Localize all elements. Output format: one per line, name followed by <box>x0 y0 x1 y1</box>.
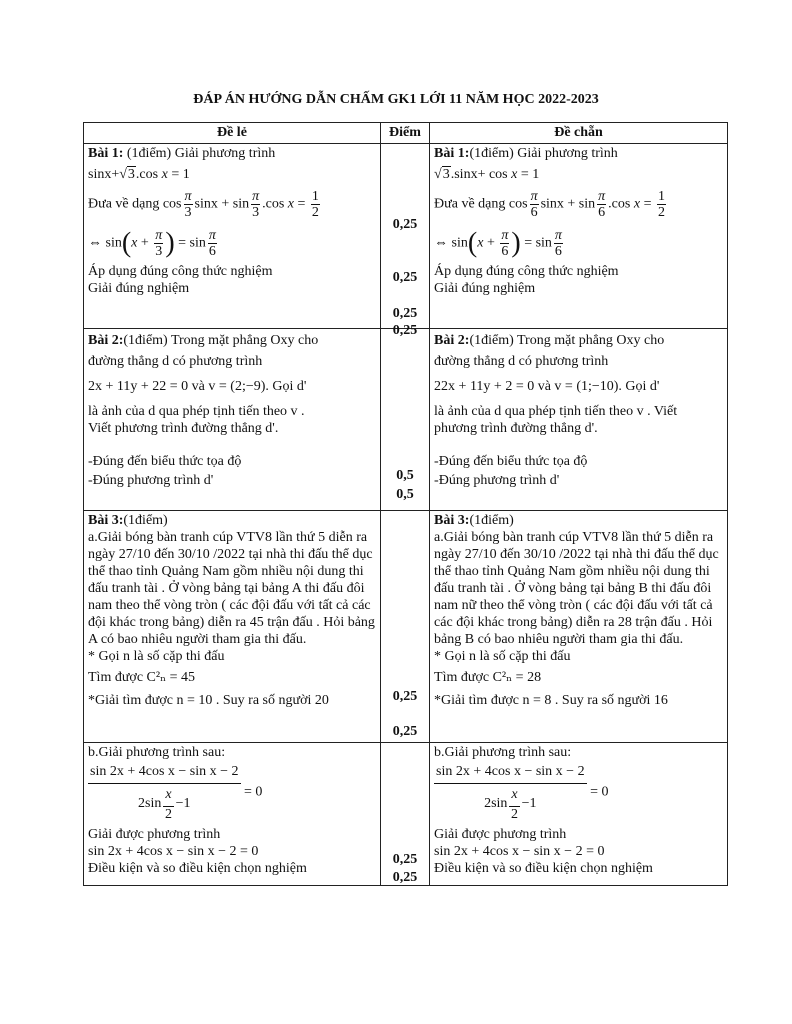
bai1-odd-step1: Đưa về dạng cos $\frac{\pi}{3}$ sinx + sin $\frac{\pi}{3}$ .cos x = $\frac{1}{2}$ <box>88 189 319 220</box>
row-bai1 <box>84 144 728 329</box>
bai3a-point-1: 0,25 <box>392 689 418 704</box>
bai3-odd-heading-rest: (1điểm) <box>123 513 168 528</box>
bai2-odd-line3: 2x + 11y + 22 = 0 và v = (2;−9). Gọi d' <box>88 379 307 394</box>
bai1-odd-heading: Bài 1: <box>88 146 124 161</box>
bai3b-odd-step1-eq: sin 2x + 4cos x − sin x − 2 = 0 <box>88 844 259 859</box>
bai2-point-1: 0,5 <box>396 468 414 483</box>
bai3b-even-frac-num: sin 2x + 4cos x − sin x − 2 <box>434 763 587 784</box>
bai2-even <box>430 329 728 511</box>
bai3-odd-para: a.Giải bóng bàn tranh cúp VTV8 lần thứ 5 diễn ra ngày 27/10 đến 30/10 /2022 tại nhà thi đấu thể dục thể thao tỉnh Quảng Nam gồm nhiều nội dung thi đấu tranh tài . Ở vòng bảng tại bảng A thi đấu đôi nam theo thể vòng tròn ( các đội đấu với tất cả các đội khác trong bảng) diễn ra 45 trận đấu . Hỏi bảng A có bao nhiêu người tham gia thi đấu. <box>88 530 375 647</box>
bai3-odd-heading: Bài 3: <box>88 513 124 528</box>
bai2-odd-step2: -Đúng phương trình d' <box>88 473 214 488</box>
bai3b-even-fraction <box>434 763 723 822</box>
row-bai3b <box>84 743 728 886</box>
bai2-even-line5: phương trình đường thẳng d'. <box>434 421 598 436</box>
bai1-point-4: 0,25 <box>392 323 418 338</box>
bai1-even-heading: Bài 1: <box>434 146 470 161</box>
bai3b-odd-heading: b.Giải phương trình sau: <box>88 745 226 760</box>
bai2-even-heading: Bài 2: <box>434 333 470 348</box>
bai3a-point-2: 0,25 <box>392 724 418 739</box>
bai3a-points <box>380 511 429 743</box>
bai3-even-para: a.Giải bóng bàn tranh cúp VTV8 lần thứ 5 diễn ra ngày 27/10 đến 30/10 /2022 tại nhà thi đấu thể dục thể thao tỉnh Quảng Nam gồm nhiều nội dung thi đấu tranh tài . Ở vòng bảng tại bảng B thi đấu đôi nam nữ theo thể vòng tròn ( các đội đấu với tất cả các đội khác trong bảng) diễn ra 28 trận đấu . Hỏi bảng B có bao nhiêu người tham gia thi đấu. <box>434 530 719 647</box>
bai1-even-step1: Đưa về dạng cos $\frac{\pi}{6}$ sinx + sin $\frac{\pi}{6}$ .cos x = $\frac{1}{2}$ <box>434 189 665 220</box>
bai2-even-line1: (1điểm) Trong mặt phẳng Oxy cho <box>469 333 665 348</box>
bai1-even <box>430 144 728 329</box>
bai1-even-step3: Áp dụng đúng công thức nghiệm <box>434 264 619 279</box>
bai1-point-3: 0,25 <box>392 306 418 321</box>
bai1-odd-step2: ⇔ sin(x + $\frac{\pi}{3}$ ) = sin $\frac{\pi}{6}$ <box>88 227 216 259</box>
bai3b-odd-step2: Điều kiện và so điều kiện chọn nghiệm <box>88 861 307 876</box>
bai3b-even-step1: Giải được phương trình <box>434 827 567 842</box>
bai2-even-step2: -Đúng phương trình d' <box>434 473 560 488</box>
bai1-odd <box>84 144 381 329</box>
bai3b-even <box>430 743 728 886</box>
bai3b-odd-frac-den: 2sin $\frac{x}{2}$ −1 <box>138 787 191 822</box>
bai3-even-find: Tìm được C²ₙ = 28 <box>434 670 542 685</box>
bai3b-point-2: 0,25 <box>392 870 418 885</box>
bai3b-odd-frac-eq: = 0 <box>244 784 263 800</box>
bai2-point-2: 0,5 <box>396 487 414 502</box>
bai2-points <box>380 329 429 511</box>
bai3b-odd-frac-num: sin 2x + 4cos x − sin x − 2 <box>88 763 241 784</box>
bai3b-odd <box>84 743 381 886</box>
bai1-odd-step4: Giải đúng nghiệm <box>88 281 190 296</box>
bai3b-odd-step1: Giải được phương trình <box>88 827 221 842</box>
bai1-points <box>380 144 429 338</box>
bai3b-even-step1-eq: sin 2x + 4cos x − sin x − 2 = 0 <box>434 844 605 859</box>
bai3b-odd-fraction <box>88 763 376 822</box>
bai3a-even <box>430 511 728 743</box>
bai2-odd-line5: Viết phương trình đường thẳng d'. <box>88 421 279 436</box>
bai2-odd-line2: đường thẳng d có phương trình <box>88 354 263 369</box>
bai3a-odd <box>84 511 381 743</box>
page-title: ĐÁP ÁN HƯỚNG DẪN CHẤM GK1 LỚI 11 NĂM HỌC 2022-2023 <box>193 92 599 107</box>
bai3b-even-step2: Điều kiện và so điều kiện chọn nghiệm <box>434 861 653 876</box>
answer-table <box>83 122 728 886</box>
bai3-odd-find: Tìm được C²ₙ = 45 <box>88 670 196 685</box>
header-points: Điểm <box>380 123 429 144</box>
bai1-point-1: 0,25 <box>392 217 418 232</box>
bai1-even-heading-rest: (1điểm) Giải phương trình <box>469 146 618 161</box>
bai3b-even-frac-eq: = 0 <box>590 784 609 800</box>
bai1-even-step4: Giải đúng nghiệm <box>434 281 536 296</box>
bai2-odd-line4: là ảnh của d qua phép tịnh tiến theo v . <box>88 404 305 419</box>
bai1-even-step2: ⇔ sin(x + $\frac{\pi}{6}$ ) = sin $\frac{\pi}{6}$ <box>434 227 562 259</box>
bai1-odd-heading-rest: (1điểm) Giải phương trình <box>123 146 276 161</box>
header-even: Đề chẵn <box>430 123 728 144</box>
bai3-even-solve: *Giải tìm được n = 8 . Suy ra số người 16 <box>434 693 668 708</box>
bai3b-points <box>380 743 429 886</box>
bai2-even-step1: -Đúng đến biểu thức tọa độ <box>434 454 588 469</box>
bai3-odd-assume: * Gọi n là số cặp thi đấu <box>88 649 225 664</box>
bai3b-even-heading: b.Giải phương trình sau: <box>434 745 572 760</box>
bai1-odd-eq: sinx+√3.cos x = 1 <box>88 167 190 182</box>
bai1-odd-step3: Áp dụng đúng công thức nghiệm <box>88 264 273 279</box>
bai2-odd-step1: -Đúng đến biểu thức tọa độ <box>88 454 242 469</box>
bai3-odd-solve: *Giải tìm được n = 10 . Suy ra số người 20 <box>88 693 329 708</box>
bai2-odd-heading: Bài 2: <box>88 333 124 348</box>
bai2-even-line2: đường thẳng d có phương trình <box>434 354 609 369</box>
bai3b-point-1: 0,25 <box>392 852 418 867</box>
row-bai2 <box>84 329 728 511</box>
bai2-even-line3: 22x + 11y + 2 = 0 và v = (1;−10). Gọi d' <box>434 379 660 394</box>
table-header-row <box>84 123 728 144</box>
bai2-even-line4: là ảnh của d qua phép tịnh tiến theo v . Viết <box>434 404 678 419</box>
bai3-even-heading: Bài 3: <box>434 513 470 528</box>
row-bai3a <box>84 511 728 743</box>
bai2-odd-line1: (1điểm) Trong mặt phẳng Oxy cho <box>123 333 319 348</box>
header-odd: Đề lẻ <box>84 123 381 144</box>
bai1-even-eq: √3.sinx+ cos x = 1 <box>434 167 540 182</box>
bai2-odd <box>84 329 381 511</box>
bai1-point-2: 0,25 <box>392 270 418 285</box>
bai3-even-heading-rest: (1điểm) <box>469 513 514 528</box>
bai3-even-assume: * Gọi n là số cặp thi đấu <box>434 649 571 664</box>
bai3b-even-frac-den: 2sin $\frac{x}{2}$ −1 <box>484 787 537 822</box>
